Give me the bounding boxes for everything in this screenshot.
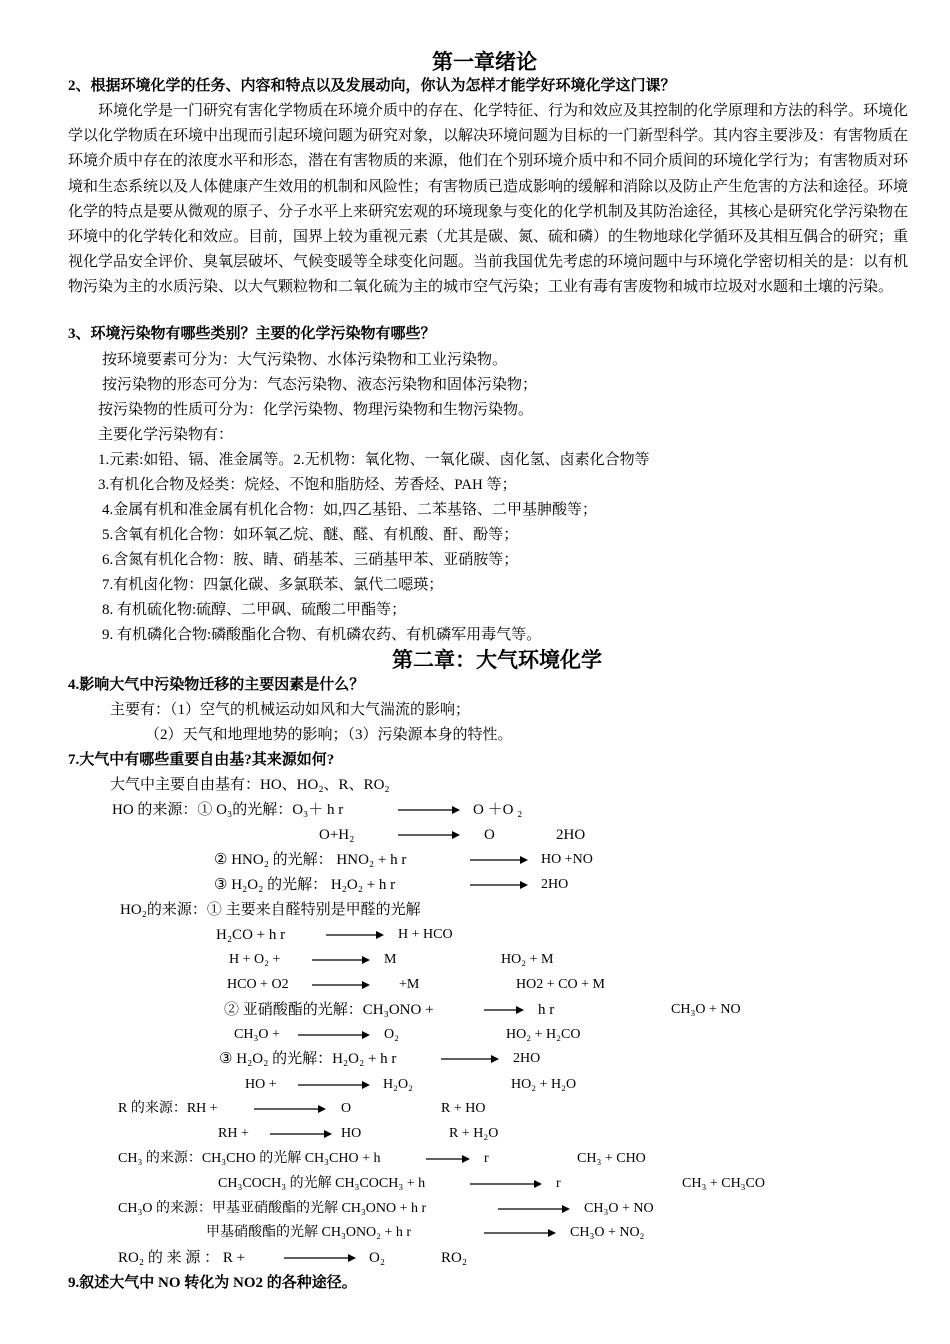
answer-3-line: 按环境要素可分为：大气污染物、水体污染物和工业污染物。 [102, 352, 508, 368]
reaction-arrow [470, 855, 528, 865]
reaction-arrow [426, 1154, 470, 1164]
reaction-energy: h r [538, 1002, 555, 1018]
reaction-product: HO +NO [541, 852, 593, 867]
reaction-arrow [470, 880, 528, 890]
reaction-arrow [270, 1129, 332, 1139]
reaction-arrow [398, 805, 460, 815]
reaction-arrow [398, 830, 460, 840]
reaction-product: CH₃O + NO [584, 1201, 654, 1216]
reaction-reactant: O₂ [384, 1027, 399, 1042]
reaction-reactant: HO + [245, 1077, 277, 1092]
reaction-product: O ＋O ₂ [473, 802, 523, 818]
reaction-product: CH₃ + CHO [577, 1151, 646, 1166]
reaction-product: 2HO [541, 877, 569, 892]
reaction-product: HO2 + CO + M [516, 977, 605, 992]
answer-3-line: 7.有机卤化物：四氯化碳、多氯联苯、氯代二噁瑛； [102, 577, 444, 593]
reaction-reactant: H₂O₂ [383, 1077, 413, 1092]
reaction-reactant: HCO + O2 [227, 977, 289, 992]
reaction-reactant: ③ H₂O₂ 的光解： H₂O₂ + h r [214, 877, 396, 893]
ch3-source: CH₃ 的来源：CH₃CHO 的光解 CH₃CHO + h [118, 1151, 381, 1166]
reaction-product: HO₂ + M [501, 952, 554, 967]
answer-3-line: 5.含氧有机化合物：如环氧乙烷、醚、醛、有机酸、酐、酚等； [102, 527, 519, 543]
reaction-arrow [312, 980, 370, 990]
r-source: R 的来源：RH + [118, 1101, 218, 1116]
answer-3-line: 8. 有机硫化物:硫醇、二甲砜、硫酸二甲酯等； [102, 602, 407, 618]
answer-3-line: 4.金属有机和准金属有机化合物：如,四乙基铅、二苯基铬、二甲基胂酸等； [102, 502, 598, 518]
answer-3-line: 按污染物的性质可分为：化学污染物、物理污染物和生物污染物。 [98, 402, 534, 418]
reaction-arrow [254, 1104, 326, 1114]
reaction-arrow [498, 1204, 570, 1214]
ho2-source: HO₂的来源：① 主要来自醛特别是甲醛的光解 [120, 902, 421, 918]
ro2-source: RO₂ 的 来 源 ： R + [118, 1250, 246, 1266]
reaction-reactant: +M [399, 977, 420, 992]
reaction-product: O [484, 827, 495, 843]
reaction-arrow [484, 1005, 524, 1015]
reaction-reactant: H + O₂ + [229, 952, 281, 967]
question-9: 9.叙述大气中 NO 转化为 NO2 的各种途径。 [68, 1275, 357, 1291]
answer-3-line: 主要化学污染物有： [98, 427, 234, 443]
reaction-arrow [312, 955, 370, 965]
answer-3-line: 按污染物的形态可分为：气态污染物、液态污染物和固体污染物； [102, 377, 538, 393]
reaction-product: R + HO [441, 1101, 486, 1116]
answer-3-line: 9. 有机磷化合物:磷酸酯化合物、有机磷农药、有机磷军用毒气等。 [102, 627, 542, 643]
answer-3-line: 1.元素:如铅、镉、准金属等。2.无机物：氧化物、一氧化碳、卤化氢、卤素化合物等 [98, 452, 650, 468]
reaction-reactant: 甲基硝酸酯的光解 CH₃ONO₂ + h r [206, 1225, 412, 1240]
reaction-arrow [441, 1054, 499, 1064]
reaction-reactant: M [384, 952, 397, 967]
reaction-product: CH₃ + CH₃CO [682, 1176, 766, 1191]
reaction-product: 2HO [513, 1051, 541, 1066]
answer-3-line: 6.含氮有机化合物：胺、睛、硝基苯、三硝基甲苯、亚硝胺等； [102, 552, 519, 568]
reaction-arrow [326, 930, 384, 940]
reaction-reactant: H₂CO + h r [216, 927, 286, 943]
ch3o-source: CH₃O 的来源：甲基亚硝酸酯的光解 CH₃ONO + h r [118, 1201, 427, 1216]
reaction-product: CH₃O + NO₂ [570, 1225, 645, 1240]
reaction-product: 2HO [556, 827, 586, 843]
reaction-reactant: O+H₂ [319, 827, 355, 843]
reaction-product: HO₂ + H₂CO [506, 1027, 581, 1042]
reaction-energy: r [484, 1151, 489, 1166]
reaction-reactant: O [341, 1101, 352, 1116]
reaction-product: HO₂ + H₂O [511, 1077, 577, 1092]
reaction-reactant: CH₃COCH₃ 的光解 CH₃COCH₃ + h [218, 1176, 426, 1191]
reaction-energy: r [556, 1176, 561, 1191]
reaction-product: CH₃O + NO [671, 1002, 741, 1017]
reaction-arrow [298, 1080, 370, 1090]
reaction-product: RO₂ [441, 1250, 468, 1266]
reaction-reactant: RH + [218, 1126, 249, 1141]
answer-4-line: 主要有：（1）空气的机械运动如风和大气湍流的影响； [110, 702, 471, 718]
answer-2: 环境化学是一门研究有害化学物质在环境介质中的存在、化学特征、行为和效应及其控制的化学原理和方法的科学。环境化学以化学物质在环境中出现而引起环境问题为研究对象，以解决环境问题为目标的一门新型科学。其内容主要涉及：有害物质在环境介质中存在的浓度水平和形态，潜在有害物质的来源，他们在个别环境介质中和不同介质间的环境化学行为；有害物质对环境和生态系统以及人体健康产生效用的机制和风险性；有害物质已造成影响的缓解和消除以及防止产生危害的方法和途径。环境化学的特点是要从微观的原子、分子水平上来研究宏观的环境现象与变化的化学机制及其防治途径，其核心是研究化学污染物在环境中的化学转化和效应。目前，国界上较为重视元素（尤其是碳、氮、硫和磷）的生物地球化学循环及其相互偶合的研究；重视化学品安全评价、臭氧层破坏、气候变暖等全球变化问题。当前我国优先考虑的环境问题中与环境化学密切相关的是：以有机物污染为主的水质污染、以大气颗粒物和二氧化硫为主的城市空气污染；工业有毒有害废物和城市垃圾对水题和土壤的污染。 [68, 103, 909, 296]
question-3: 3、环境污染物有哪些类别？主要的化学污染物有哪些？ [68, 326, 436, 342]
reaction-reactant: ② 亚硝酸酯的光解：CH₃ONO + [224, 1002, 434, 1018]
reaction-arrow [298, 1030, 370, 1040]
question-7: 7.大气中有哪些重要自由基?其来源如何? [68, 752, 335, 768]
reaction-product: R + H₂O [449, 1126, 499, 1141]
question-2: 2、根据环境化学的任务、内容和特点以及发展动向，你认为怎样才能学好环境化学这门课？ [68, 78, 676, 94]
reaction-arrow [284, 1253, 356, 1263]
ho-source: HO 的来源：① O₃的光解：O₃＋ h r [112, 802, 344, 818]
question-4: 4.影响大气中污染物迁移的主要因素是什么？ [68, 677, 365, 693]
chapter1-title: 第一章绪论 [432, 50, 537, 74]
reaction-arrow [484, 1228, 556, 1238]
reaction-reactant: O₂ [369, 1250, 386, 1266]
reaction-product: H + HCO [398, 927, 453, 942]
radicals-intro: 大气中主要自由基有：HO、HO₂、R、RO₂ [110, 777, 390, 793]
reaction-reactant: HO [341, 1126, 362, 1141]
reaction-reactant: CH₃O + [234, 1027, 280, 1042]
reaction-reactant: ② HNO₂ 的光解： HNO₂ + h r [214, 852, 407, 868]
answer-4-line: （2）天气和地理地势的影响；（3）污染源本身的特性。 [145, 727, 513, 743]
reaction-reactant: ③ H₂O₂ 的光解：H₂O₂ + h r [219, 1051, 397, 1067]
answer-3-line: 3.有机化合物及烃类：烷烃、不饱和脂肪烃、芳香烃、PAH 等； [98, 477, 517, 493]
chapter2-title: 第二章：大气环境化学 [392, 648, 602, 672]
reaction-arrow [470, 1179, 542, 1189]
